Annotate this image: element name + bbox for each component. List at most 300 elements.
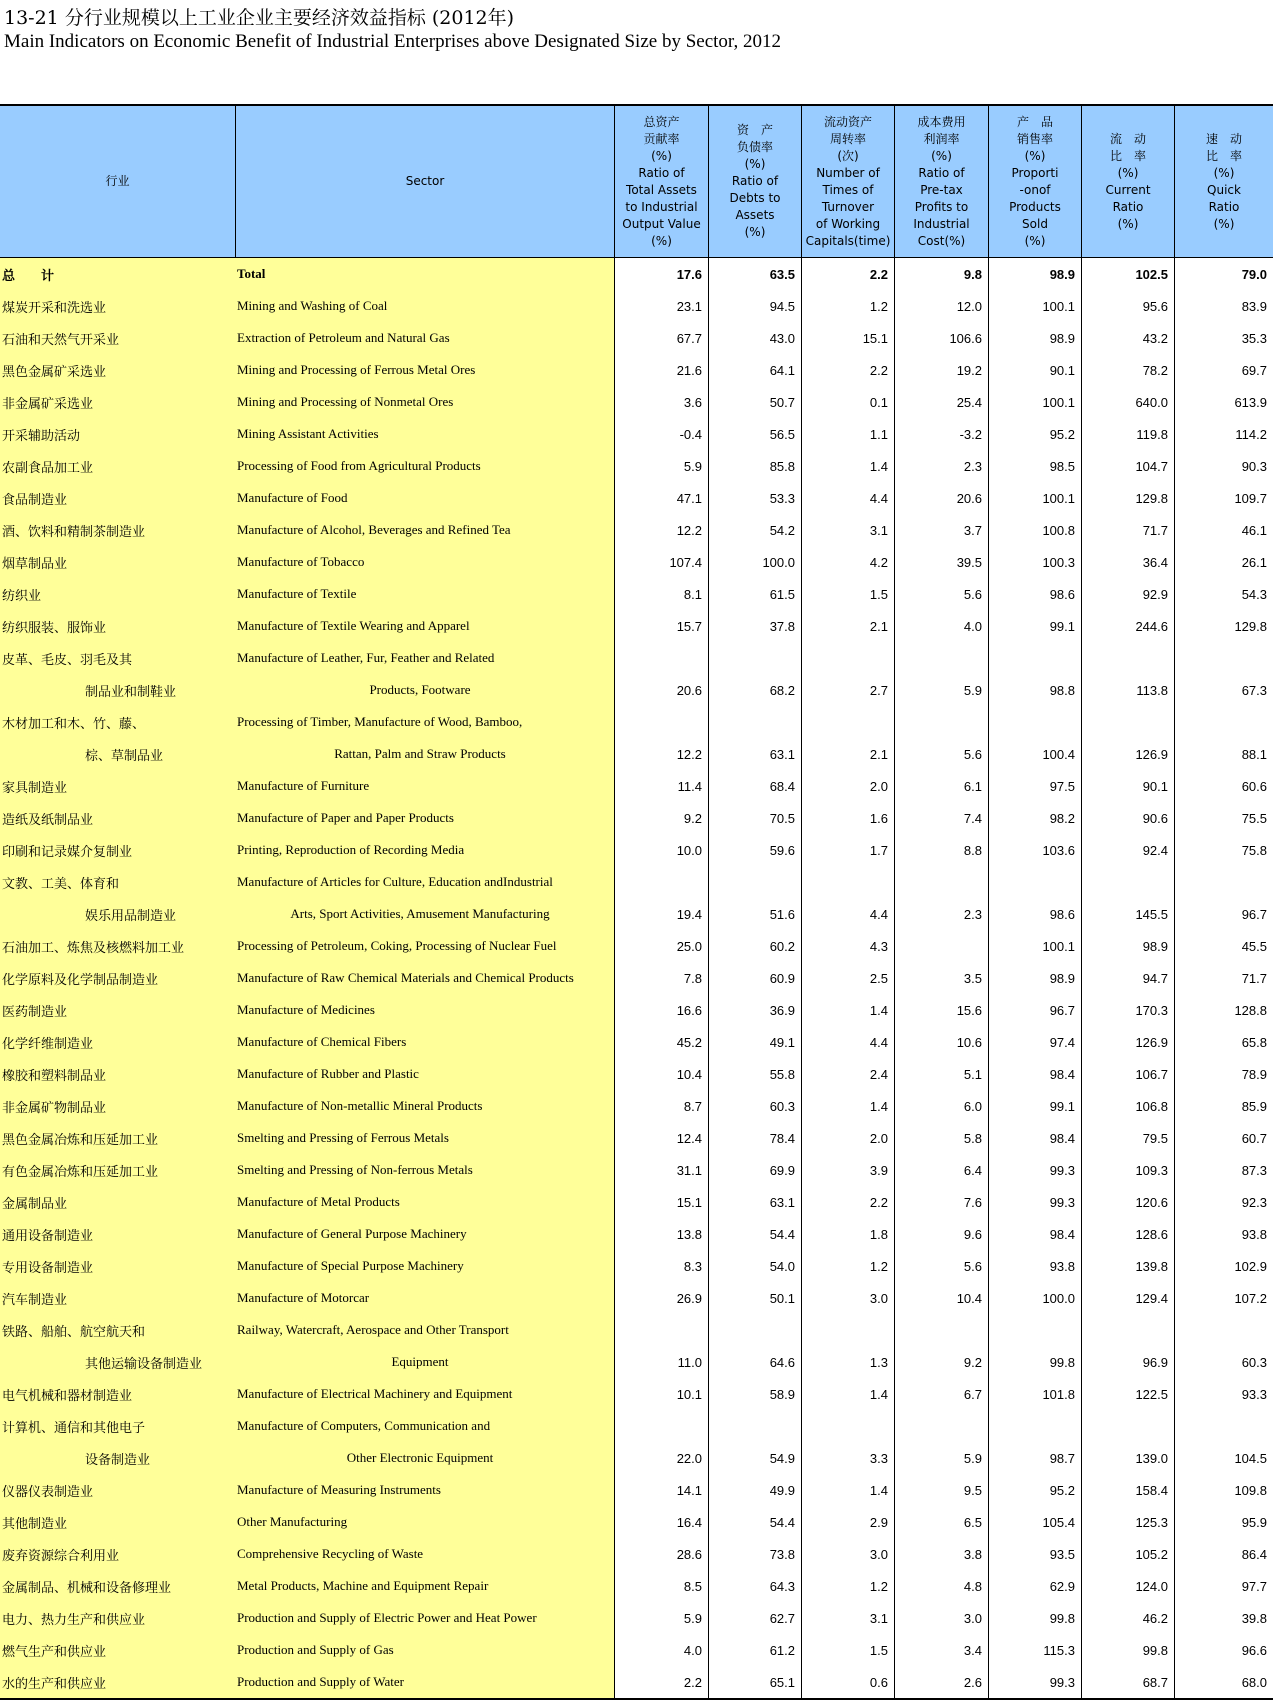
row-value: 54.2 xyxy=(709,514,802,546)
row-value: -3.2 xyxy=(895,418,989,450)
row-value: 23.1 xyxy=(615,290,709,322)
header-quick-ratio: 速 动 比 率 (%) Quick Ratio (%) xyxy=(1205,131,1242,231)
row-value xyxy=(989,866,1082,898)
table-row xyxy=(0,1378,1273,1410)
table-row xyxy=(0,610,1273,642)
row-industry-cn: 仪器仪表制造业 xyxy=(0,1474,236,1506)
row-value xyxy=(1082,1410,1175,1442)
row-value: 99.3 xyxy=(989,1154,1082,1186)
row-value: 21.6 xyxy=(615,354,709,386)
row-value: 71.7 xyxy=(1241,970,1267,986)
row-value: 109.8 xyxy=(1234,1482,1267,1498)
row-value: 7.8 xyxy=(615,962,709,994)
table-row xyxy=(0,1410,1273,1442)
row-value: 106.8 xyxy=(1082,1090,1175,1122)
row-value: 640.0 xyxy=(1082,386,1175,418)
row-value: 85.8 xyxy=(709,450,802,482)
row-value: 101.8 xyxy=(989,1378,1082,1410)
row-industry-cn: 化学纤维制造业 xyxy=(0,1026,236,1058)
row-value: 2.0 xyxy=(802,770,895,802)
row-value: 5.9 xyxy=(895,674,989,706)
row-value: 5.6 xyxy=(895,1250,989,1282)
table-row xyxy=(0,1666,1273,1698)
row-value: 93.5 xyxy=(989,1538,1082,1570)
row-value: 124.0 xyxy=(1082,1570,1175,1602)
row-value: 98.9 xyxy=(989,258,1082,290)
row-value: 1.2 xyxy=(802,1250,895,1282)
row-sector-en: Manufacture of Electrical Machinery and Equipment xyxy=(236,1378,615,1410)
row-value: 54.4 xyxy=(709,1218,802,1250)
row-value: 1.4 xyxy=(802,450,895,482)
row-value: 119.8 xyxy=(1082,418,1175,450)
table-row xyxy=(0,1282,1273,1314)
row-value: 10.4 xyxy=(895,1282,989,1314)
row-value xyxy=(1082,706,1175,738)
row-value: 1.2 xyxy=(802,1570,895,1602)
row-value: 96.9 xyxy=(1082,1346,1175,1378)
row-industry-cn: 娱乐用品制造业 xyxy=(0,898,236,930)
row-value: 100.1 xyxy=(989,386,1082,418)
row-value: 100.3 xyxy=(989,546,1082,578)
row-value: 54.0 xyxy=(709,1250,802,1282)
header-debt-ratio: 资 产 负债率 (%) Ratio of Debts to Assets (%) xyxy=(709,106,802,257)
row-value: 99.3 xyxy=(989,1186,1082,1218)
row-value: 70.5 xyxy=(709,802,802,834)
row-value: 2.3 xyxy=(895,450,989,482)
row-value: 53.3 xyxy=(709,482,802,514)
row-value: 73.8 xyxy=(709,1538,802,1570)
row-value: 60.3 xyxy=(709,1090,802,1122)
row-industry-cn: 食品制造业 xyxy=(0,482,236,514)
table-row xyxy=(0,1154,1273,1186)
header-sector: Sector xyxy=(236,106,615,257)
row-value: 6.4 xyxy=(895,1154,989,1186)
row-value: 158.4 xyxy=(1082,1474,1175,1506)
row-industry-cn: 黑色金属冶炼和压延加工业 xyxy=(0,1122,236,1154)
row-value xyxy=(1175,706,1273,738)
row-value: 16.4 xyxy=(615,1506,709,1538)
row-value: 92.3 xyxy=(1241,1194,1267,1210)
row-industry-cn: 水的生产和供应业 xyxy=(0,1666,236,1698)
row-value xyxy=(895,642,989,674)
table-row xyxy=(0,1474,1273,1506)
row-value: 56.5 xyxy=(709,418,802,450)
row-value xyxy=(709,866,802,898)
row-sector-en: Manufacture of Paper and Paper Products xyxy=(236,802,615,834)
row-value: 1.4 xyxy=(802,1474,895,1506)
row-value: 94.7 xyxy=(1082,962,1175,994)
row-value: 4.2 xyxy=(802,546,895,578)
row-value: 109.3 xyxy=(1082,1154,1175,1186)
row-value: 95.9 xyxy=(1241,1514,1267,1530)
row-value: 12.4 xyxy=(615,1122,709,1154)
row-value: 2.2 xyxy=(615,1666,709,1698)
row-value: 5.9 xyxy=(615,1602,709,1634)
row-value: 25.0 xyxy=(615,930,709,962)
row-value: -0.4 xyxy=(615,418,709,450)
row-industry-cn: 电气机械和器材制造业 xyxy=(0,1378,236,1410)
row-value: 68.4 xyxy=(709,770,802,802)
row-value: 4.3 xyxy=(802,930,895,962)
row-value: 1.4 xyxy=(802,1378,895,1410)
row-industry-cn: 电力、热力生产和供应业 xyxy=(0,1602,236,1634)
row-value: 3.0 xyxy=(802,1538,895,1570)
row-sector-en: Production and Supply of Gas xyxy=(236,1634,615,1666)
row-value: 92.9 xyxy=(1082,578,1175,610)
row-industry-cn: 非金属矿物制品业 xyxy=(0,1090,236,1122)
row-value: 6.7 xyxy=(895,1378,989,1410)
row-value: 1.3 xyxy=(802,1346,895,1378)
row-value: 62.7 xyxy=(709,1602,802,1634)
row-value: 39.5 xyxy=(895,546,989,578)
row-value: 12.0 xyxy=(895,290,989,322)
row-value: 19.2 xyxy=(895,354,989,386)
row-value: 8.5 xyxy=(615,1570,709,1602)
row-value: 45.5 xyxy=(1241,938,1267,954)
row-industry-cn: 石油和天然气开采业 xyxy=(0,322,236,354)
row-industry-cn: 纺织服装、服饰业 xyxy=(0,610,236,642)
table-row xyxy=(0,1090,1273,1122)
row-sector-en: Manufacture of Articles for Culture, Education andIndustrial xyxy=(236,866,615,898)
row-value xyxy=(709,642,802,674)
row-value: 2.2 xyxy=(802,354,895,386)
row-sector-en: Products, Footware xyxy=(236,674,615,706)
row-sector-en: Manufacture of Rubber and Plastic xyxy=(236,1058,615,1090)
row-value: 107.2 xyxy=(1234,1290,1267,1306)
row-value xyxy=(802,1410,895,1442)
row-value: 65.8 xyxy=(1241,1034,1267,1050)
row-value: 93.3 xyxy=(1241,1386,1267,1402)
row-sector-en: Comprehensive Recycling of Waste xyxy=(236,1538,615,1570)
table-row xyxy=(0,258,1273,290)
row-value: 95.2 xyxy=(989,418,1082,450)
row-value: 120.6 xyxy=(1082,1186,1175,1218)
row-value: 85.9 xyxy=(1241,1098,1267,1114)
row-value: 98.6 xyxy=(989,578,1082,610)
row-value: 7.6 xyxy=(895,1186,989,1218)
row-value: 1.1 xyxy=(802,418,895,450)
row-value: 90.6 xyxy=(1082,802,1175,834)
row-value: 1.4 xyxy=(802,994,895,1026)
row-value: 98.4 xyxy=(989,1058,1082,1090)
table-row xyxy=(0,322,1273,354)
row-value: 99.8 xyxy=(989,1346,1082,1378)
header-products-sold: 产 品 销售率 (%) Proporti -onof Products Sold (%) xyxy=(989,106,1082,257)
row-value: 69.7 xyxy=(1241,362,1267,378)
table-row xyxy=(0,1186,1273,1218)
row-value: 28.6 xyxy=(615,1538,709,1570)
row-value: 46.2 xyxy=(1082,1602,1175,1634)
table-row xyxy=(0,386,1273,418)
row-value: 60.6 xyxy=(1241,778,1267,794)
row-value: 126.9 xyxy=(1082,738,1175,770)
row-value: 54.3 xyxy=(1241,586,1267,602)
header-total-assets-ratio: 总资产 贡献率 (%) Ratio of Total Assets to Industrial Output Value (%) xyxy=(615,106,709,257)
row-value: 6.5 xyxy=(895,1506,989,1538)
row-value: 67.7 xyxy=(615,322,709,354)
row-value: 60.3 xyxy=(1241,1354,1267,1370)
table-row xyxy=(0,1634,1273,1666)
row-value: 5.9 xyxy=(615,450,709,482)
row-value: 36.4 xyxy=(1082,546,1175,578)
row-value: 129.4 xyxy=(1082,1282,1175,1314)
row-industry-cn: 化学原料及化学制品制造业 xyxy=(0,962,236,994)
row-industry-cn: 有色金属冶炼和压延加工业 xyxy=(0,1154,236,1186)
row-sector-en: Metal Products, Machine and Equipment Repair xyxy=(236,1570,615,1602)
table-row xyxy=(0,290,1273,322)
header-industry-cn: 行业 xyxy=(0,106,236,257)
row-value: 5.6 xyxy=(895,738,989,770)
row-value: 61.5 xyxy=(709,578,802,610)
row-industry-cn: 木材加工和木、竹、藤、 xyxy=(0,706,236,738)
header-profit-cost-ratio: 成本费用 利润率 (%) Ratio of Pre-tax Profits to Industrial Cost(%) xyxy=(895,106,989,257)
row-value: 15.1 xyxy=(615,1186,709,1218)
row-industry-cn: 酒、饮料和精制茶制造业 xyxy=(0,514,236,546)
row-value: 54.9 xyxy=(709,1442,802,1474)
row-sector-en: Manufacture of Measuring Instruments xyxy=(236,1474,615,1506)
row-value: 98.7 xyxy=(989,1442,1082,1474)
row-sector-en: Processing of Food from Agricultural Products xyxy=(236,450,615,482)
row-value: 3.3 xyxy=(802,1442,895,1474)
row-value: 64.6 xyxy=(709,1346,802,1378)
table-title-cn: 13-21 分行业规模以上工业企业主要经济效益指标 (2012年) xyxy=(4,7,515,29)
row-value: 63.1 xyxy=(709,1186,802,1218)
row-value: 2.3 xyxy=(895,898,989,930)
row-value: 8.8 xyxy=(895,834,989,866)
row-sector-en: Smelting and Pressing of Non-ferrous Metals xyxy=(236,1154,615,1186)
row-value xyxy=(802,1314,895,1346)
table-row xyxy=(0,802,1273,834)
row-value: 115.3 xyxy=(989,1634,1082,1666)
row-value: 13.8 xyxy=(615,1218,709,1250)
row-value: 98.2 xyxy=(989,802,1082,834)
row-value xyxy=(895,1410,989,1442)
row-value: 9.2 xyxy=(615,802,709,834)
row-value: 114.2 xyxy=(1235,426,1267,442)
row-value: 65.1 xyxy=(709,1666,802,1698)
row-value: 36.9 xyxy=(709,994,802,1026)
row-value: 4.4 xyxy=(802,1026,895,1058)
row-value: 3.0 xyxy=(895,1602,989,1634)
row-sector-en: Mining and Processing of Nonmetal Ores xyxy=(236,386,615,418)
row-value: 22.0 xyxy=(615,1442,709,1474)
row-sector-en: Arts, Sport Activities, Amusement Manufacturing xyxy=(236,898,615,930)
row-value: 58.9 xyxy=(709,1378,802,1410)
row-value: 96.6 xyxy=(1241,1642,1267,1658)
row-value: 20.6 xyxy=(895,482,989,514)
row-value: 45.2 xyxy=(615,1026,709,1058)
row-value: 9.8 xyxy=(895,258,989,290)
row-value: 100.1 xyxy=(989,482,1082,514)
row-value: 5.9 xyxy=(895,1442,989,1474)
row-value xyxy=(709,1314,802,1346)
row-value xyxy=(1082,866,1175,898)
row-industry-cn: 废弃资源综合利用业 xyxy=(0,1538,236,1570)
row-value: 90.1 xyxy=(989,354,1082,386)
row-value: 26.9 xyxy=(615,1282,709,1314)
row-sector-en: Manufacture of Furniture xyxy=(236,770,615,802)
table-row xyxy=(0,642,1273,674)
row-value: 103.6 xyxy=(989,834,1082,866)
table-row xyxy=(0,482,1273,514)
row-value: 3.1 xyxy=(802,1602,895,1634)
row-value: 244.6 xyxy=(1082,610,1175,642)
row-value: 8.3 xyxy=(615,1250,709,1282)
row-value xyxy=(895,1314,989,1346)
table-row xyxy=(0,930,1273,962)
row-value xyxy=(895,866,989,898)
row-value: 6.0 xyxy=(895,1090,989,1122)
table-row xyxy=(0,1026,1273,1058)
row-industry-cn: 金属制品、机械和设备修理业 xyxy=(0,1570,236,1602)
row-value: 99.1 xyxy=(989,610,1082,642)
row-value xyxy=(989,1410,1082,1442)
row-industry-cn: 开采辅助活动 xyxy=(0,418,236,450)
row-sector-en: Manufacture of Chemical Fibers xyxy=(236,1026,615,1058)
row-industry-cn: 计算机、通信和其他电子 xyxy=(0,1410,236,1442)
row-value: 1.4 xyxy=(802,1090,895,1122)
row-value: 37.8 xyxy=(709,610,802,642)
row-value: 43.2 xyxy=(1082,322,1175,354)
row-value xyxy=(1175,866,1273,898)
row-value: 92.4 xyxy=(1082,834,1175,866)
row-value: 2.1 xyxy=(802,610,895,642)
row-value: 87.3 xyxy=(1241,1162,1267,1178)
row-value: 79.0 xyxy=(1241,266,1267,282)
row-value: 1.5 xyxy=(802,578,895,610)
row-value: 75.8 xyxy=(1241,842,1267,858)
row-value: 55.8 xyxy=(709,1058,802,1090)
row-value: 98.4 xyxy=(989,1122,1082,1154)
row-value: 83.9 xyxy=(1241,298,1267,314)
row-industry-cn: 其他运输设备制造业 xyxy=(0,1346,236,1378)
row-value: 51.6 xyxy=(709,898,802,930)
row-value: 93.8 xyxy=(1241,1226,1267,1242)
row-value: 2.5 xyxy=(802,962,895,994)
row-sector-en: Extraction of Petroleum and Natural Gas xyxy=(236,322,615,354)
row-value: 98.8 xyxy=(989,674,1082,706)
header-turnover-times: 流动资产 周转率 (次) Number of Times of Turnover of Working Capitals(time) xyxy=(802,106,895,257)
row-value xyxy=(802,866,895,898)
row-value: 126.9 xyxy=(1082,1026,1175,1058)
table-row xyxy=(0,898,1273,930)
row-industry-cn: 农副食品加工业 xyxy=(0,450,236,482)
table-header xyxy=(0,106,1273,258)
row-industry-cn: 煤炭开采和洗选业 xyxy=(0,290,236,322)
row-sector-en: Other Manufacturing xyxy=(236,1506,615,1538)
row-value xyxy=(989,642,1082,674)
row-sector-en: Manufacture of Special Purpose Machinery xyxy=(236,1250,615,1282)
row-value: 67.3 xyxy=(1241,682,1267,698)
row-value: 97.7 xyxy=(1241,1578,1267,1594)
row-value: 62.9 xyxy=(989,1570,1082,1602)
row-value: 10.0 xyxy=(615,834,709,866)
row-value: 4.0 xyxy=(895,610,989,642)
row-value: 93.8 xyxy=(989,1250,1082,1282)
table-row xyxy=(0,418,1273,450)
row-value xyxy=(709,706,802,738)
row-value: 17.6 xyxy=(615,258,709,290)
row-value: 5.1 xyxy=(895,1058,989,1090)
row-value: 68.0 xyxy=(1241,1674,1267,1690)
row-value: 99.1 xyxy=(989,1090,1082,1122)
row-value: 50.7 xyxy=(709,386,802,418)
row-value: 102.9 xyxy=(1234,1258,1267,1274)
row-sector-en: Smelting and Pressing of Ferrous Metals xyxy=(236,1122,615,1154)
row-value: 90.3 xyxy=(1241,458,1267,474)
row-value: 63.5 xyxy=(709,258,802,290)
row-sector-en: Manufacture of Raw Chemical Materials and Chemical Products xyxy=(236,962,615,994)
row-value: 64.1 xyxy=(709,354,802,386)
row-value: 43.0 xyxy=(709,322,802,354)
row-value: 9.2 xyxy=(895,1346,989,1378)
row-value: 46.1 xyxy=(1241,522,1267,538)
row-value: 100.1 xyxy=(989,290,1082,322)
table-body xyxy=(0,258,1273,1698)
row-value: 94.5 xyxy=(709,290,802,322)
row-value xyxy=(615,1410,709,1442)
row-value: 3.0 xyxy=(802,1282,895,1314)
row-sector-en: Manufacture of Computers, Communication and xyxy=(236,1410,615,1442)
row-value: 88.1 xyxy=(1241,746,1267,762)
row-sector-en: Mining and Processing of Ferrous Metal Ores xyxy=(236,354,615,386)
row-sector-en: Manufacture of Metal Products xyxy=(236,1186,615,1218)
row-value: 102.5 xyxy=(1082,258,1175,290)
row-value xyxy=(989,1314,1082,1346)
row-industry-cn: 医药制造业 xyxy=(0,994,236,1026)
row-sector-en: Processing of Petroleum, Coking, Processing of Nuclear Fuel xyxy=(236,930,615,962)
table-row xyxy=(0,706,1273,738)
row-value: 10.6 xyxy=(895,1026,989,1058)
row-value: 4.4 xyxy=(802,898,895,930)
table-row xyxy=(0,866,1273,898)
row-value: 2.9 xyxy=(802,1506,895,1538)
table-row xyxy=(0,1602,1273,1634)
header-current-ratio: 流 动 比 率 (%) Current Ratio (%) xyxy=(1082,106,1175,257)
row-value: 100.1 xyxy=(989,930,1082,962)
row-industry-cn: 文教、工美、体育和 xyxy=(0,866,236,898)
row-value: 95.2 xyxy=(989,1474,1082,1506)
row-industry-cn: 皮革、毛皮、羽毛及其 xyxy=(0,642,236,674)
row-sector-en: Manufacture of Tobacco xyxy=(236,546,615,578)
row-value: 9.5 xyxy=(895,1474,989,1506)
row-value: 95.6 xyxy=(1082,290,1175,322)
row-sector-en: Mining and Washing of Coal xyxy=(236,290,615,322)
row-value: 15.1 xyxy=(802,322,895,354)
row-value: 2.4 xyxy=(802,1058,895,1090)
row-value: 69.9 xyxy=(709,1154,802,1186)
row-value: 1.7 xyxy=(802,834,895,866)
indicators-table xyxy=(0,104,1273,1700)
row-value: 86.4 xyxy=(1241,1546,1267,1562)
row-value: 11.0 xyxy=(615,1346,709,1378)
row-value: 5.8 xyxy=(895,1122,989,1154)
row-value: 50.1 xyxy=(709,1282,802,1314)
row-value: 79.5 xyxy=(1082,1122,1175,1154)
table-row xyxy=(0,994,1273,1026)
row-industry-cn: 铁路、船舶、航空航天和 xyxy=(0,1314,236,1346)
row-industry-cn: 设备制造业 xyxy=(0,1442,236,1474)
row-value: 64.3 xyxy=(709,1570,802,1602)
row-industry-cn: 总 计 xyxy=(0,258,236,290)
row-value: 10.4 xyxy=(615,1058,709,1090)
row-value: 105.4 xyxy=(989,1506,1082,1538)
row-sector-en: Production and Supply of Water xyxy=(236,1666,615,1698)
table-row xyxy=(0,962,1273,994)
row-value: 3.1 xyxy=(802,514,895,546)
row-value: 98.9 xyxy=(989,962,1082,994)
row-sector-en: Manufacture of Alcohol, Beverages and Refined Tea xyxy=(236,514,615,546)
